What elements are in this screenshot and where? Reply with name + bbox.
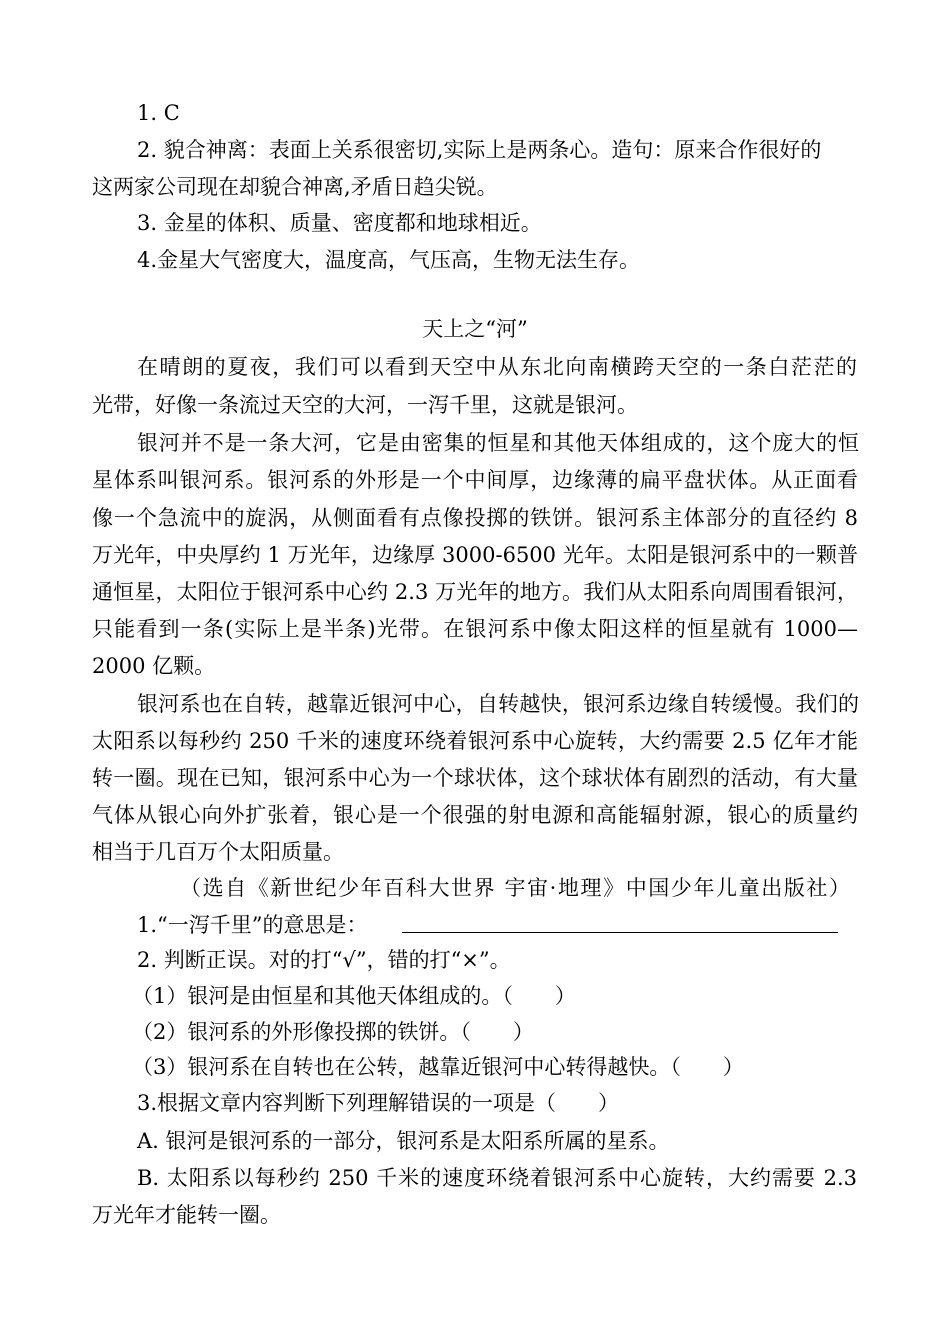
paragraph-2-line-5: 通恒星，太阳位于银河系中心约 2.3 万光年的地方。我们从太阳系向周围看银河， [92, 580, 858, 604]
paragraph-1-line-2: 光带，好像一条流过天空的大河，一泻千里，这就是银河。 [92, 393, 638, 417]
question-3-option-a: A. 银河是银河系的一部分，银河系是太阳系所属的星系。 [137, 1129, 670, 1153]
article-source: （选自《新世纪少年百科大世界 宇宙·地理》中国少年儿童出版社） [180, 876, 850, 900]
answer-2-line-1: 2. 貌合神离：表面上关系很密切,实际上是两条心。造句：原来合作很好的 [137, 138, 822, 162]
answer-3: 3. 金星的体积、质量、密度都和地球相近。 [137, 211, 542, 235]
answer-blank-line[interactable] [402, 932, 838, 933]
question-2-item-1: （1）银河是由恒星和其他天体组成的。（ ） [132, 984, 576, 1008]
paragraph-3-line-5: 相当于几百万个太阳质量。 [92, 840, 344, 864]
question-2-item-3: （3）银河系在自转也在公转，越靠近银河中心转得越快。（ ） [132, 1055, 744, 1079]
question-2-item-2: （2）银河系的外形像投掷的铁饼。（ ） [132, 1020, 534, 1044]
answer-2-line-2: 这两家公司现在却貌合神离,矛盾日趋尖锐。 [92, 175, 498, 199]
paragraph-2-line-4: 万光年，中央厚约 1 万光年，边缘厚 3000-6500 光年。太阳是银河系中的一颗普 [92, 543, 858, 567]
paragraph-3-line-4: 气体从银心向外扩张着，银心是一个很强的射电源和高能辐射源，银心的质量约 [92, 803, 858, 827]
question-2: 2. 判断正误。对的打“√”，错的打“×”。 [137, 948, 511, 972]
paragraph-3-line-1: 银河系也在自转，越靠近银河中心，自转越快，银河系边缘自转缓慢。我们的 [137, 692, 859, 716]
paragraph-2-line-2: 星体系叫银河系。银河系的外形是一个中间厚，边缘薄的扁平盘状体。从正面看 [92, 468, 858, 492]
article-title: 天上之“河” [422, 317, 528, 341]
question-1: 1.“一泻千里”的意思是： [137, 913, 368, 937]
question-3: 3.根据文章内容判断下列理解错误的一项是（ ） [137, 1091, 620, 1115]
paragraph-2-line-1: 银河并不是一条大河，它是由密集的恒星和其他天体组成的，这个庞大的恒 [137, 431, 859, 455]
paragraph-2-line-6: 只能看到一条(实际上是半条)光带。在银河系中像太阳这样的恒星就有 1000— [92, 617, 858, 641]
answer-1: 1. C [137, 101, 180, 125]
answer-4: 4.金星大气密度大，温度高，气压高，生物无法生存。 [137, 248, 641, 272]
paragraph-2-line-7: 2000 亿颗。 [92, 654, 216, 678]
paragraph-3-line-2: 太阳系以每秒约 250 千米的速度环绕着银河系中心旋转，大约需要 2.5 亿年才能 [92, 729, 858, 753]
question-3-option-b-line-1: B. 太阳系以每秒约 250 千米的速度环绕着银河系中心旋转，大约需要 2.3 [137, 1166, 857, 1190]
question-3-option-b-line-2: 万光年才能转一圈。 [92, 1203, 281, 1227]
paragraph-2-line-3: 像一个急流中的旋涡，从侧面看有点像投掷的铁饼。银河系主体部分的直径约 8 [92, 506, 858, 530]
paragraph-1-line-1: 在晴朗的夏夜，我们可以看到天空中从东北向南横跨天空的一条白茫茫的 [137, 355, 857, 379]
paragraph-3-line-3: 转一圈。现在已知，银河系中心为一个球状体，这个球状体有剧烈的活动，有大量 [92, 766, 858, 790]
